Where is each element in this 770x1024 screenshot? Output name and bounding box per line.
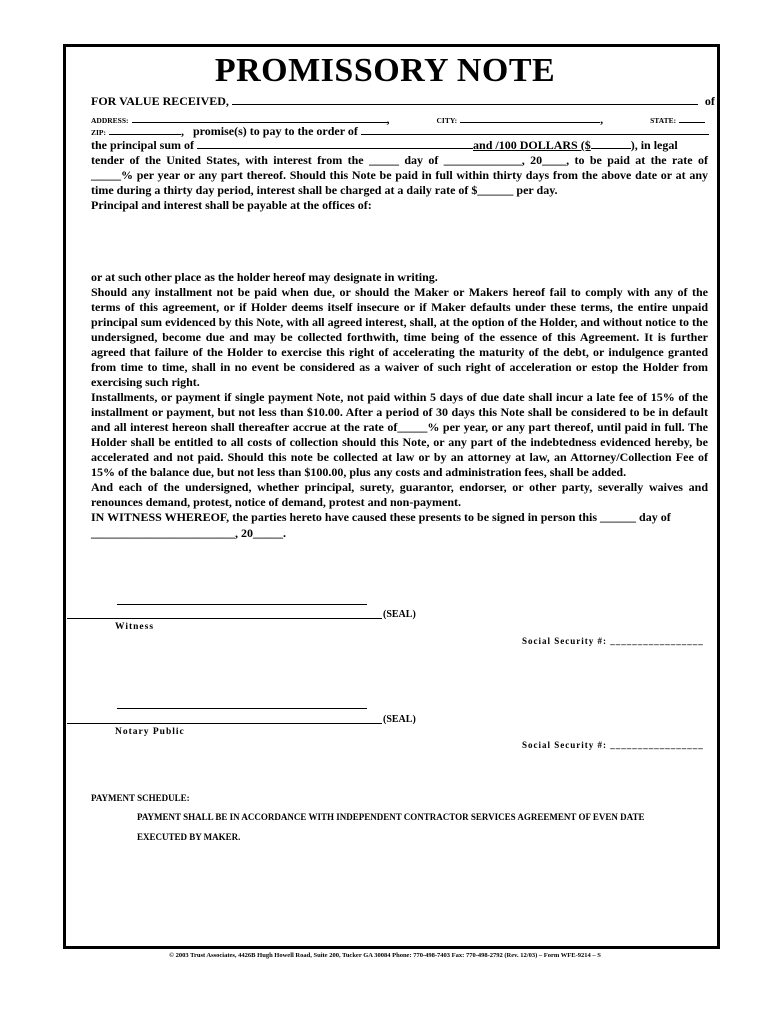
witness-signature-line[interactable] xyxy=(117,604,367,605)
state-label: STATE: xyxy=(650,116,677,125)
terms-paragraph: or at such other place as the holder hereof may designate in writing. xyxy=(91,270,438,284)
dollars-text: and /100 DOLLARS ($ xyxy=(473,138,591,152)
payment-schedule-line-2: EXECUTED BY MAKER. xyxy=(137,832,241,842)
terms-body xyxy=(91,270,708,525)
zip-label: ZIP: xyxy=(91,128,106,137)
witness-label: Witness xyxy=(115,622,155,632)
principal-sum-line xyxy=(91,138,708,153)
terms-paragraph: Installments, or payment if single payment Note, not paid within 5 days of due date shall incur a late fee of 15% of the installment or payment, but not less than $10.00. After a period of 30 days this Note shall be considered to be in default and all interest hereon shall thereafter accrue at the rate of_____% per year, or any part thereof, until paid in full. The Holder shall be entitled to all costs of collection should this Note, or any part of the indebtedness evidenced hereby, be accelerated and not paid. Should this note be collected at law or by an attorney at law, an Attorney/Collection Fee of 15% of the balance due, but not less than $100.00, plus any costs and administration fees, shall be added. xyxy=(91,390,708,479)
page-title: PROMISSORY NOTE xyxy=(214,52,556,89)
principal-sum-label: the principal sum of xyxy=(91,138,195,152)
terms-paragraph: Should any installment not be paid when due, or should the Maker or Makers hereof fail to comply with any of the terms of this agreement, or if Holder deems itself insecure or if Maker defaults under these terms, the entire unpaid principal sum evidenced by this Note, with all agreed interest, shall, at the option of the Holder, and without notice to the undersigned, become due and may be collected forthwith, time being of the essence of this Agreement. It is further agreed that failure of the Holder to exercise this right of accelerating the maturity of the debt, or indulgence granted from time to time, shall in no event be considered as a waiver of such right of acceleration or estop the Holder from exercising such right. xyxy=(91,285,708,389)
footer-text: © 2003 Trust Associates, 4426B Hugh Howell Road, Suite 200, Tucker GA 30084 Phone: 770-498-7403 Fax: 770-498-2792 (Rev. 12/03) – Form WFE-9214 – S xyxy=(169,952,601,959)
maker-signature-line-1[interactable] xyxy=(67,618,382,619)
zip-line: ZIP: , promise(s) to pay to the order of xyxy=(91,124,708,139)
notary-label: Notary Public xyxy=(115,727,185,737)
city-field[interactable] xyxy=(460,112,600,123)
payer-name-field[interactable] xyxy=(232,94,698,105)
terms-text xyxy=(91,270,708,525)
address-line: ADDRESS: , CITY: , STATE: xyxy=(91,112,708,127)
witness-date-line: ________________________, 20_____. xyxy=(91,526,286,540)
payment-schedule-heading: PAYMENT SCHEDULE: xyxy=(91,793,190,803)
payment-schedule-line-1: PAYMENT SHALL BE IN ACCORDANCE WITH INDEPENDENT CONTRACTOR SERVICES AGREEMENT OF EVEN DATE xyxy=(137,812,645,822)
for-value-received-label: FOR VALUE RECEIVED, xyxy=(91,94,229,108)
seal-label-2: (SEAL) xyxy=(383,714,416,725)
terms-paragraph: And each of the undersigned, whether principal, surety, guarantor, endorser, or other party, severally waives and renounces demand, protest, notice of demand, protest and non-payment. xyxy=(91,480,708,509)
ssn-label-1: Social Security #: _________________ xyxy=(522,636,704,646)
seal-label-1: (SEAL) xyxy=(383,609,416,620)
of-label: of xyxy=(704,94,715,108)
principal-words-field[interactable] xyxy=(197,138,473,149)
promise-text: promise(s) to pay to the order of xyxy=(193,124,358,138)
state-field[interactable] xyxy=(679,112,705,123)
payee-field[interactable] xyxy=(361,124,709,135)
notary-signature-line[interactable] xyxy=(117,708,367,709)
zip-field[interactable] xyxy=(109,124,181,135)
for-value-received-line xyxy=(91,94,715,109)
percent-line: _____% per year or any part thereof. Should this Note be paid in full within thirty days from the above date or at any xyxy=(91,168,708,182)
terms-paragraph: IN WITNESS WHEREOF, the parties hereto have caused these presents to be signed in person this ______ day of xyxy=(91,510,671,524)
in-legal-text: ), in legal xyxy=(630,138,678,152)
address-field[interactable] xyxy=(132,112,387,123)
tender-line: tender of the United States, with interest from the _____ day of _____________, 20____, to be paid at the rate of xyxy=(91,153,708,167)
city-label: CITY: xyxy=(436,116,458,125)
principal-amount-field[interactable] xyxy=(591,138,631,149)
daily-rate-line: time during a thirty day period, interest shall be charged at a daily rate of $______ per day. xyxy=(91,183,558,197)
maker-signature-line-2[interactable] xyxy=(67,723,382,724)
address-label: ADDRESS: xyxy=(91,116,129,125)
ssn-label-2: Social Security #: _________________ xyxy=(522,740,704,750)
payable-line: Principal and interest shall be payable at the offices of: xyxy=(91,198,372,212)
